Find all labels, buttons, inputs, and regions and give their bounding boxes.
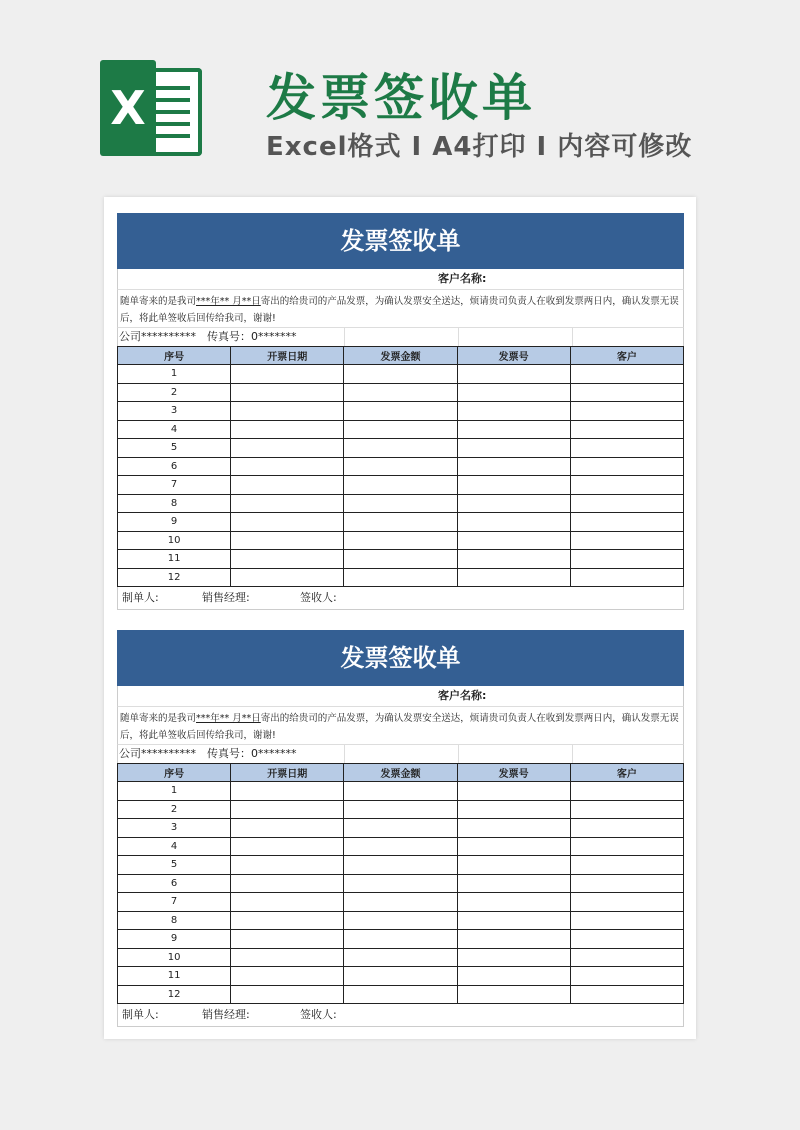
document-page: [104, 197, 696, 1039]
column-header: 客户: [570, 764, 683, 782]
table-cell[interactable]: [344, 874, 457, 893]
table-row: [118, 800, 684, 819]
table-cell[interactable]: [457, 800, 570, 819]
table-cell[interactable]: [457, 439, 570, 458]
table-cell[interactable]: [231, 911, 344, 930]
row-number: 2: [118, 383, 231, 402]
table-cell[interactable]: [231, 893, 344, 912]
table-cell[interactable]: [457, 402, 570, 421]
table-row: [118, 365, 684, 384]
table-cell[interactable]: [570, 782, 683, 801]
table-row: [118, 383, 684, 402]
table-row: [118, 550, 684, 569]
table-cell[interactable]: [570, 402, 683, 421]
maker-label: 制单人:: [122, 1008, 159, 1021]
table-cell[interactable]: [231, 513, 344, 532]
table-cell[interactable]: [570, 893, 683, 912]
table-cell[interactable]: [231, 837, 344, 856]
table-cell[interactable]: [457, 837, 570, 856]
table-cell[interactable]: [231, 856, 344, 875]
table-cell[interactable]: [344, 819, 457, 838]
table-cell[interactable]: [570, 800, 683, 819]
notice-text: 随单寄来的是我司***年** 月**日寄出的给贵司的产品发票，为确认发票安全送达，烦请贵司负责人在收到发票两日内，确认发票无误后，将此单签收后回传给我司，谢谢!: [117, 290, 684, 328]
table-cell[interactable]: [457, 550, 570, 569]
table-row: [118, 985, 684, 1004]
table-cell[interactable]: [457, 782, 570, 801]
table-cell[interactable]: [344, 856, 457, 875]
table-row: [118, 874, 684, 893]
table-cell[interactable]: [457, 911, 570, 930]
table-cell[interactable]: [570, 383, 683, 402]
maker-label: 制单人:: [122, 591, 159, 604]
table-cell[interactable]: [344, 457, 457, 476]
table-cell[interactable]: [344, 911, 457, 930]
table-cell[interactable]: [344, 494, 457, 513]
sales-manager-label: 销售经理:: [202, 591, 250, 604]
row-number: 5: [118, 856, 231, 875]
row-number: 5: [118, 439, 231, 458]
table-cell[interactable]: [344, 893, 457, 912]
column-header: 序号: [118, 764, 231, 782]
table-row: [118, 819, 684, 838]
invoice-receipt-form: [117, 630, 684, 1027]
column-header: 开票日期: [231, 764, 344, 782]
table-cell[interactable]: [344, 782, 457, 801]
table-cell[interactable]: [344, 476, 457, 495]
notice-text: 随单寄来的是我司***年** 月**日寄出的给贵司的产品发票，为确认发票安全送达，烦请贵司负责人在收到发票两日内，确认发票无误后，将此单签收后回传给我司，谢谢!: [117, 707, 684, 745]
table-cell[interactable]: [570, 476, 683, 495]
table-row: [118, 948, 684, 967]
table-cell[interactable]: [344, 531, 457, 550]
table-row: [118, 911, 684, 930]
table-cell[interactable]: [457, 531, 570, 550]
column-header: 发票号: [457, 347, 570, 365]
row-number: 2: [118, 800, 231, 819]
hero-subtitle: Excel格式 I A4打印 I 内容可修改: [266, 132, 693, 162]
table-row: [118, 457, 684, 476]
sales-manager-label: 销售经理:: [202, 1008, 250, 1021]
table-cell[interactable]: [570, 365, 683, 384]
table-row: [118, 568, 684, 587]
row-number: 10: [118, 531, 231, 550]
table-cell[interactable]: [231, 457, 344, 476]
receiver-label: 签收人:: [300, 1008, 337, 1021]
company-fax-row: [117, 328, 684, 346]
table-row: [118, 930, 684, 949]
table-cell[interactable]: [570, 420, 683, 439]
table-cell[interactable]: [457, 457, 570, 476]
table-cell[interactable]: [231, 476, 344, 495]
table-cell[interactable]: [231, 948, 344, 967]
row-number: 6: [118, 874, 231, 893]
column-header: 序号: [118, 347, 231, 365]
table-cell[interactable]: [231, 782, 344, 801]
signature-row: [117, 1004, 684, 1027]
receiver-label: 签收人:: [300, 591, 337, 604]
table-cell[interactable]: [570, 568, 683, 587]
invoice-receipt-form: [117, 213, 684, 610]
table-cell[interactable]: [231, 568, 344, 587]
table-cell[interactable]: [231, 494, 344, 513]
table-row: [118, 420, 684, 439]
column-header: 发票号: [457, 764, 570, 782]
table-row: [118, 782, 684, 801]
table-cell[interactable]: [231, 531, 344, 550]
table-row: [118, 439, 684, 458]
column-header: 开票日期: [231, 347, 344, 365]
row-number: 4: [118, 837, 231, 856]
table-cell[interactable]: [457, 948, 570, 967]
table-cell[interactable]: [457, 874, 570, 893]
row-number: 6: [118, 457, 231, 476]
fax-label: 传真号：0*******: [207, 745, 345, 763]
table-cell[interactable]: [457, 819, 570, 838]
form-title: 发票签收单: [117, 213, 684, 269]
row-number: 3: [118, 402, 231, 421]
row-number: 1: [118, 365, 231, 384]
table-cell[interactable]: [344, 402, 457, 421]
table-cell[interactable]: [344, 837, 457, 856]
table-cell[interactable]: [570, 967, 683, 986]
table-cell[interactable]: [570, 531, 683, 550]
table-row: [118, 531, 684, 550]
form-title: 发票签收单: [117, 630, 684, 686]
table-cell[interactable]: [457, 494, 570, 513]
company-fax-row: [117, 745, 684, 763]
table-cell[interactable]: [231, 930, 344, 949]
table-cell[interactable]: [457, 967, 570, 986]
table-cell[interactable]: [344, 439, 457, 458]
table-cell[interactable]: [570, 494, 683, 513]
table-cell[interactable]: [570, 457, 683, 476]
table-cell[interactable]: [231, 420, 344, 439]
table-cell[interactable]: [457, 930, 570, 949]
table-cell[interactable]: [344, 365, 457, 384]
table-cell[interactable]: [344, 930, 457, 949]
table-cell[interactable]: [344, 513, 457, 532]
table-row: [118, 513, 684, 532]
table-cell[interactable]: [344, 568, 457, 587]
table-row: [118, 476, 684, 495]
table-row: [118, 967, 684, 986]
row-number: 9: [118, 513, 231, 532]
table-row: [118, 494, 684, 513]
company-label: 公司**********: [119, 330, 196, 343]
table-cell[interactable]: [344, 550, 457, 569]
table-cell[interactable]: [344, 383, 457, 402]
row-number: 9: [118, 930, 231, 949]
customer-name-label: 客户名称:: [117, 686, 684, 707]
invoice-table: [117, 346, 684, 587]
table-cell[interactable]: [231, 402, 344, 421]
table-cell[interactable]: [231, 874, 344, 893]
table-cell[interactable]: [457, 513, 570, 532]
row-number: 12: [118, 985, 231, 1004]
table-header-row: [118, 764, 684, 782]
table-cell[interactable]: [570, 513, 683, 532]
signature-row: [117, 587, 684, 610]
table-row: [118, 856, 684, 875]
row-number: 8: [118, 911, 231, 930]
table-cell[interactable]: [457, 420, 570, 439]
table-cell[interactable]: [570, 819, 683, 838]
row-number: 4: [118, 420, 231, 439]
table-cell[interactable]: [457, 568, 570, 587]
table-row: [118, 402, 684, 421]
row-number: 7: [118, 476, 231, 495]
table-cell[interactable]: [231, 819, 344, 838]
table-cell[interactable]: [457, 365, 570, 384]
table-cell[interactable]: [231, 439, 344, 458]
table-cell[interactable]: [570, 837, 683, 856]
table-cell[interactable]: [344, 967, 457, 986]
table-cell[interactable]: [231, 383, 344, 402]
row-number: 1: [118, 782, 231, 801]
hero-title: 发票签收单: [266, 69, 536, 127]
row-number: 3: [118, 819, 231, 838]
column-header: 发票金额: [344, 347, 457, 365]
table-row: [118, 893, 684, 912]
table-cell[interactable]: [231, 800, 344, 819]
row-number: 11: [118, 967, 231, 986]
table-cell[interactable]: [231, 967, 344, 986]
table-header-row: [118, 347, 684, 365]
table-cell[interactable]: [344, 420, 457, 439]
table-cell[interactable]: [457, 856, 570, 875]
table-cell[interactable]: [570, 948, 683, 967]
table-cell[interactable]: [231, 985, 344, 1004]
table-cell[interactable]: [231, 550, 344, 569]
row-number: 11: [118, 550, 231, 569]
table-row: [118, 837, 684, 856]
table-cell[interactable]: [344, 948, 457, 967]
row-number: 8: [118, 494, 231, 513]
table-cell[interactable]: [570, 550, 683, 569]
invoice-table: [117, 763, 684, 1004]
column-header: 发票金额: [344, 764, 457, 782]
company-label: 公司**********: [119, 747, 196, 760]
table-cell[interactable]: [570, 856, 683, 875]
table-cell[interactable]: [457, 985, 570, 1004]
table-cell[interactable]: [457, 476, 570, 495]
column-header: 客户: [570, 347, 683, 365]
table-cell[interactable]: [231, 365, 344, 384]
table-cell[interactable]: [570, 930, 683, 949]
table-cell[interactable]: [457, 893, 570, 912]
customer-name-label: 客户名称:: [117, 269, 684, 290]
fax-label: 传真号：0*******: [207, 328, 345, 346]
table-cell[interactable]: [570, 911, 683, 930]
row-number: 10: [118, 948, 231, 967]
excel-x-badge: X: [100, 60, 156, 156]
row-number: 7: [118, 893, 231, 912]
table-cell[interactable]: [570, 439, 683, 458]
table-cell[interactable]: [457, 383, 570, 402]
table-cell[interactable]: [344, 985, 457, 1004]
table-cell[interactable]: [344, 800, 457, 819]
excel-logo-icon: [100, 60, 204, 156]
table-cell[interactable]: [570, 874, 683, 893]
table-cell[interactable]: [570, 985, 683, 1004]
row-number: 12: [118, 568, 231, 587]
